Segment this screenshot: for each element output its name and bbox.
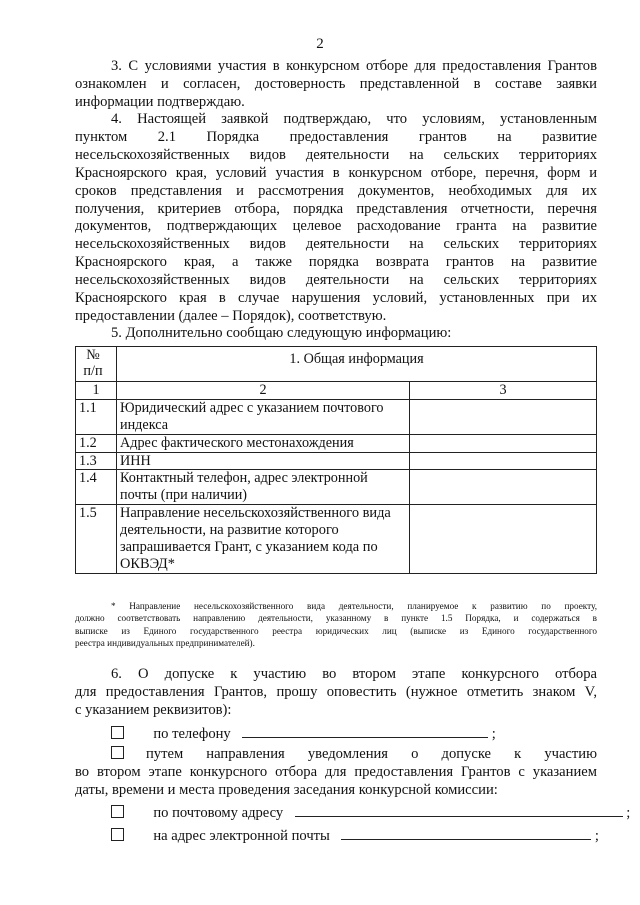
- text-line: сроков представления и рассмотрения документов, необходимых для их: [75, 182, 597, 199]
- col-number: 3: [410, 382, 597, 400]
- notice-text: путем направления уведомления о допуске к участию: [146, 746, 597, 762]
- table-row: [76, 399, 597, 434]
- phone-checkbox[interactable]: [111, 726, 124, 739]
- row-num: 1.1: [76, 399, 117, 434]
- row-value[interactable]: [410, 505, 597, 574]
- header-num: № п/п: [76, 347, 117, 382]
- option-phone: по телефону ;: [111, 724, 496, 743]
- row-label: ИНН: [117, 452, 410, 470]
- text-line: Красноярского края, а также порядка возврата грантов на развитие: [75, 254, 597, 271]
- text-line: предоставлении (далее – Порядок), соответствую.: [75, 307, 387, 324]
- col-number: 2: [117, 382, 410, 400]
- post-label: по почтовому адресу: [153, 805, 284, 821]
- phone-field[interactable]: [242, 724, 488, 738]
- table-row: [76, 505, 597, 574]
- text-line: ознакомлен и согласен, достоверность представленной в составе заявки: [75, 75, 597, 92]
- page-number: 2: [316, 36, 324, 52]
- email-checkbox[interactable]: [111, 828, 124, 841]
- row-value[interactable]: [410, 470, 597, 505]
- email-field[interactable]: [341, 826, 591, 840]
- row-label: Юридический адрес с указанием почтового индекса: [117, 399, 410, 434]
- post-checkbox[interactable]: [111, 805, 124, 818]
- paragraph-4: [75, 111, 597, 326]
- text-line: несельскохозяйственных видов деятельности на сельских территориях: [75, 146, 597, 163]
- paragraph-3: [75, 58, 597, 112]
- footnote: * Направление несельскохозяйственного вида деятельности, планируемое к развитию по проекту, должно соответствовать направлению деятельности, указанному в пункте 1.5 Порядка, и содержаться в выписке из Единого государственного реестра юридических лиц (выписке из Единого государственного реестра индивидуальных предпринимателей).: [75, 601, 597, 648]
- column-number-row: [76, 382, 597, 400]
- option-notice: путем направления уведомления о допуске к участию во втором этапе конкурсного отбора для предоставления Грантов с указанием даты, времени и места проведения заседания конкурсной комиссии:: [75, 746, 597, 798]
- option-post: по почтовому адресу ;: [111, 803, 630, 822]
- text-line: Красноярского края в случае нарушения условий, установленных при их: [75, 290, 597, 307]
- row-num: 1.4: [76, 470, 117, 505]
- notice-checkbox[interactable]: [111, 746, 124, 759]
- text-line: 3. С условиями участия в конкурсном отборе для предоставления Грантов: [111, 58, 597, 74]
- general-info-table: [75, 346, 597, 574]
- text-line: информации подтверждаю.: [75, 93, 245, 110]
- col-number: 1: [76, 382, 117, 400]
- row-label: Адрес фактического местонахождения: [117, 434, 410, 452]
- row-num: 1.5: [76, 505, 117, 574]
- text-line: 4. Настоящей заявкой подтверждаю, что условиям, установленным: [111, 111, 597, 127]
- row-value[interactable]: [410, 399, 597, 434]
- text-line: пунктом 2.1 Порядка предоставления грантов на развитие: [75, 128, 597, 145]
- row-num: 1.2: [76, 434, 117, 452]
- row-value[interactable]: [410, 434, 597, 452]
- text-line: Красноярского края, условий участия в конкурсном отборе, перечня, форм и: [75, 164, 597, 181]
- header-title: 1. Общая информация: [117, 347, 597, 382]
- row-label: Контактный телефон, адрес электронной почты (при наличии): [117, 470, 410, 505]
- table-row: [76, 434, 597, 452]
- text-line: несельскохозяйственных видов деятельности на сельских территориях: [75, 236, 597, 253]
- row-value[interactable]: [410, 452, 597, 470]
- table-row: [76, 452, 597, 470]
- paragraph-5: 5. Дополнительно сообщаю следующую информацию:: [111, 325, 452, 341]
- paragraph-6: 6. О допуске к участию во втором этапе конкурсного отбора для предоставления Грантов, прошу оповестить (нужное отметить знаком V, с указанием реквизитов):: [75, 666, 597, 718]
- text-line: документов, подтверждающих целевое расходование гранта на развитие: [75, 218, 597, 235]
- email-label: на адрес электронной почты: [153, 828, 330, 844]
- text-line: получения, критериев отбора, порядка представления отчетности, перечня: [75, 200, 597, 217]
- row-num: 1.3: [76, 452, 117, 470]
- text-line: несельскохозяйственных видов деятельности на сельских территориях: [75, 272, 597, 289]
- option-email: на адрес электронной почты ;: [111, 826, 599, 845]
- post-address-field[interactable]: [295, 803, 623, 817]
- table-header-row: [76, 347, 597, 382]
- row-label: Направление несельскохозяйственного вида деятельности, на развитие которого запрашивается Грант, с указанием кода по ОКВЭД*: [117, 505, 410, 574]
- phone-label: по телефону: [153, 726, 231, 742]
- table-row: [76, 470, 597, 505]
